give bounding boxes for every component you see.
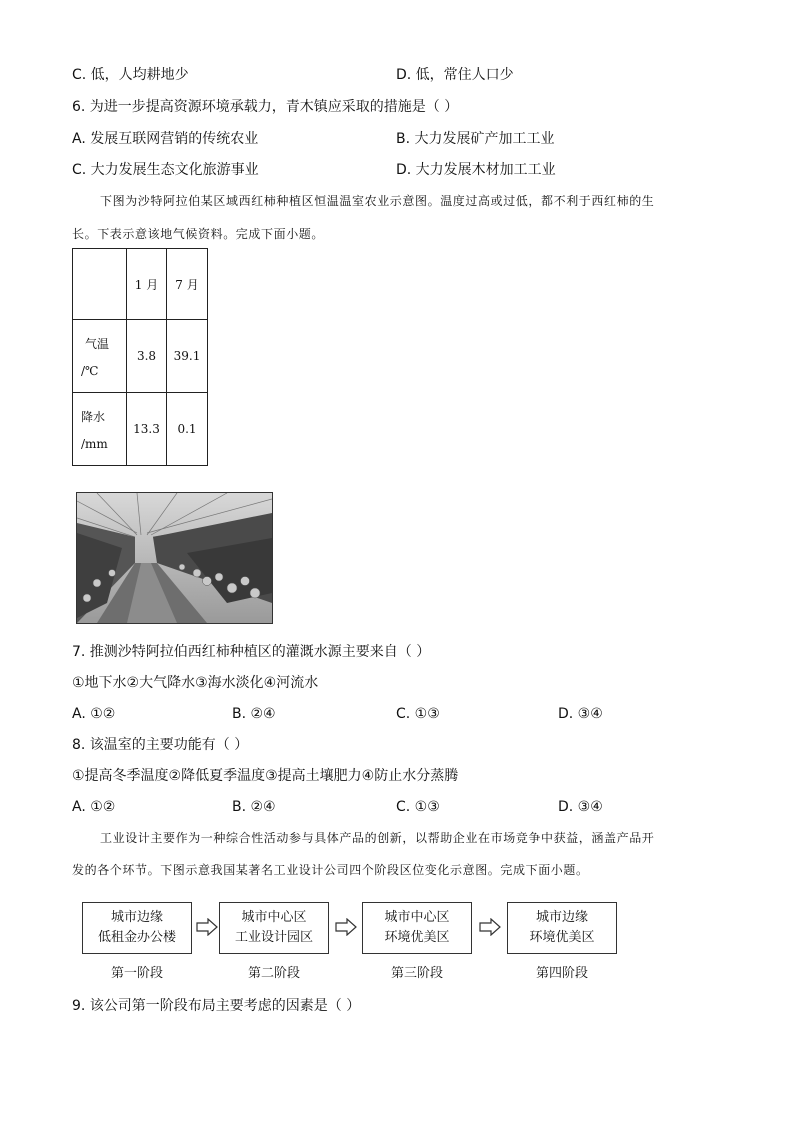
arrow-right-icon	[196, 918, 218, 936]
flow-stage-4-box	[507, 902, 617, 954]
passage-1-line-1: 下图为沙特阿拉伯某区域西红柿种植区恒温温室农业示意图。温度过高或过低，都不利于西红柿的生	[100, 194, 655, 208]
q8-option-d: D. ③④	[558, 799, 603, 815]
table-header-row	[73, 249, 208, 320]
q6-stem: 6. 为进一步提高资源环境承载力，青木镇应采取的措施是（ ）	[72, 99, 459, 115]
q7-stem: 7. 推测沙特阿拉伯西红柿种植区的灌溉水源主要来自（ ）	[72, 644, 431, 660]
table-header-cell: 1 月	[127, 249, 167, 320]
q6-option-d: D. 大力发展木材加工工业	[396, 162, 556, 178]
flow-stage-4-label: 第四阶段	[535, 966, 588, 981]
row-label-main: 降水	[81, 409, 106, 424]
q7-option-a: A. ①②	[72, 706, 116, 722]
q6-option-b: B. 大力发展矿产加工工业	[396, 131, 555, 147]
flow-box-line: 环境优美区	[384, 930, 450, 945]
table-row-label	[73, 320, 127, 393]
q8-choices: ①提高冬季温度②降低夏季温度③提高土壤肥力④防止水分蒸腾	[72, 768, 459, 784]
arrow-right-icon	[335, 918, 357, 936]
q8-option-a: A. ①②	[72, 799, 116, 815]
table-cell: 39.1	[167, 320, 208, 393]
arrow-right-icon	[479, 918, 501, 936]
greenhouse-photo	[76, 492, 273, 624]
q8-option-c: C. ①③	[396, 799, 440, 815]
q6-option-a: A. 发展互联网营销的传统农业	[72, 131, 259, 147]
q5-option-d: D. 低，常住人口少	[396, 67, 514, 83]
table-row	[73, 393, 208, 466]
q7-choices: ①地下水②大气降水③海水淡化④河流水	[72, 675, 319, 691]
q8-stem: 8. 该温室的主要功能有（ ）	[72, 737, 249, 753]
flow-stage-1-box	[82, 902, 192, 954]
table-row	[73, 320, 208, 393]
passage-1-line-2: 长。下表示意该地气候资料。完成下面小题。	[72, 227, 325, 241]
table-header-cell: 7 月	[167, 249, 208, 320]
row-label-unit: /℃	[81, 363, 99, 378]
q7-option-d: D. ③④	[558, 706, 603, 722]
row-label-main: 气温	[85, 336, 110, 351]
flow-box-line: 城市边缘	[535, 910, 588, 925]
flow-box-line: 环境优美区	[529, 930, 595, 945]
q6-option-c: C. 大力发展生态文化旅游事业	[72, 162, 259, 178]
q8-option-b: B. ②④	[232, 799, 276, 815]
row-label-unit: /mm	[81, 436, 108, 451]
table-cell: 13.3	[127, 393, 167, 466]
flow-stage-3-label: 第三阶段	[390, 966, 443, 981]
flow-stage-3-box	[362, 902, 472, 954]
flow-box-line: 城市中心区	[384, 910, 450, 925]
flow-stage-2-label: 第二阶段	[247, 966, 300, 981]
table-row-label	[73, 393, 127, 466]
climate-table	[72, 248, 208, 466]
passage-2-line-1: 工业设计主要作为一种综合性活动参与具体产品的创新，以帮助企业在市场竞争中获益，涵盖产品开	[100, 831, 655, 845]
flow-box-line: 工业设计园区	[234, 930, 313, 945]
flow-box-line: 城市边缘	[110, 910, 163, 925]
flow-stage-1-label: 第一阶段	[110, 966, 163, 981]
q9-stem: 9. 该公司第一阶段布局主要考虑的因素是（ ）	[72, 998, 361, 1014]
table-header-cell	[73, 249, 127, 320]
greenhouse-illustration	[77, 493, 272, 623]
flow-box-line: 城市中心区	[241, 910, 307, 925]
q7-option-b: B. ②④	[232, 706, 276, 722]
q7-option-c: C. ①③	[396, 706, 440, 722]
flow-stage-2-box	[219, 902, 329, 954]
q5-option-c: C. 低，人均耕地少	[72, 67, 189, 83]
table-cell: 3.8	[127, 320, 167, 393]
passage-2-line-2: 发的各个环节。下图示意我国某著名工业设计公司四个阶段区位变化示意图。完成下面小题。	[72, 863, 589, 877]
table-cell: 0.1	[167, 393, 208, 466]
flow-box-line: 低租金办公楼	[97, 930, 176, 945]
